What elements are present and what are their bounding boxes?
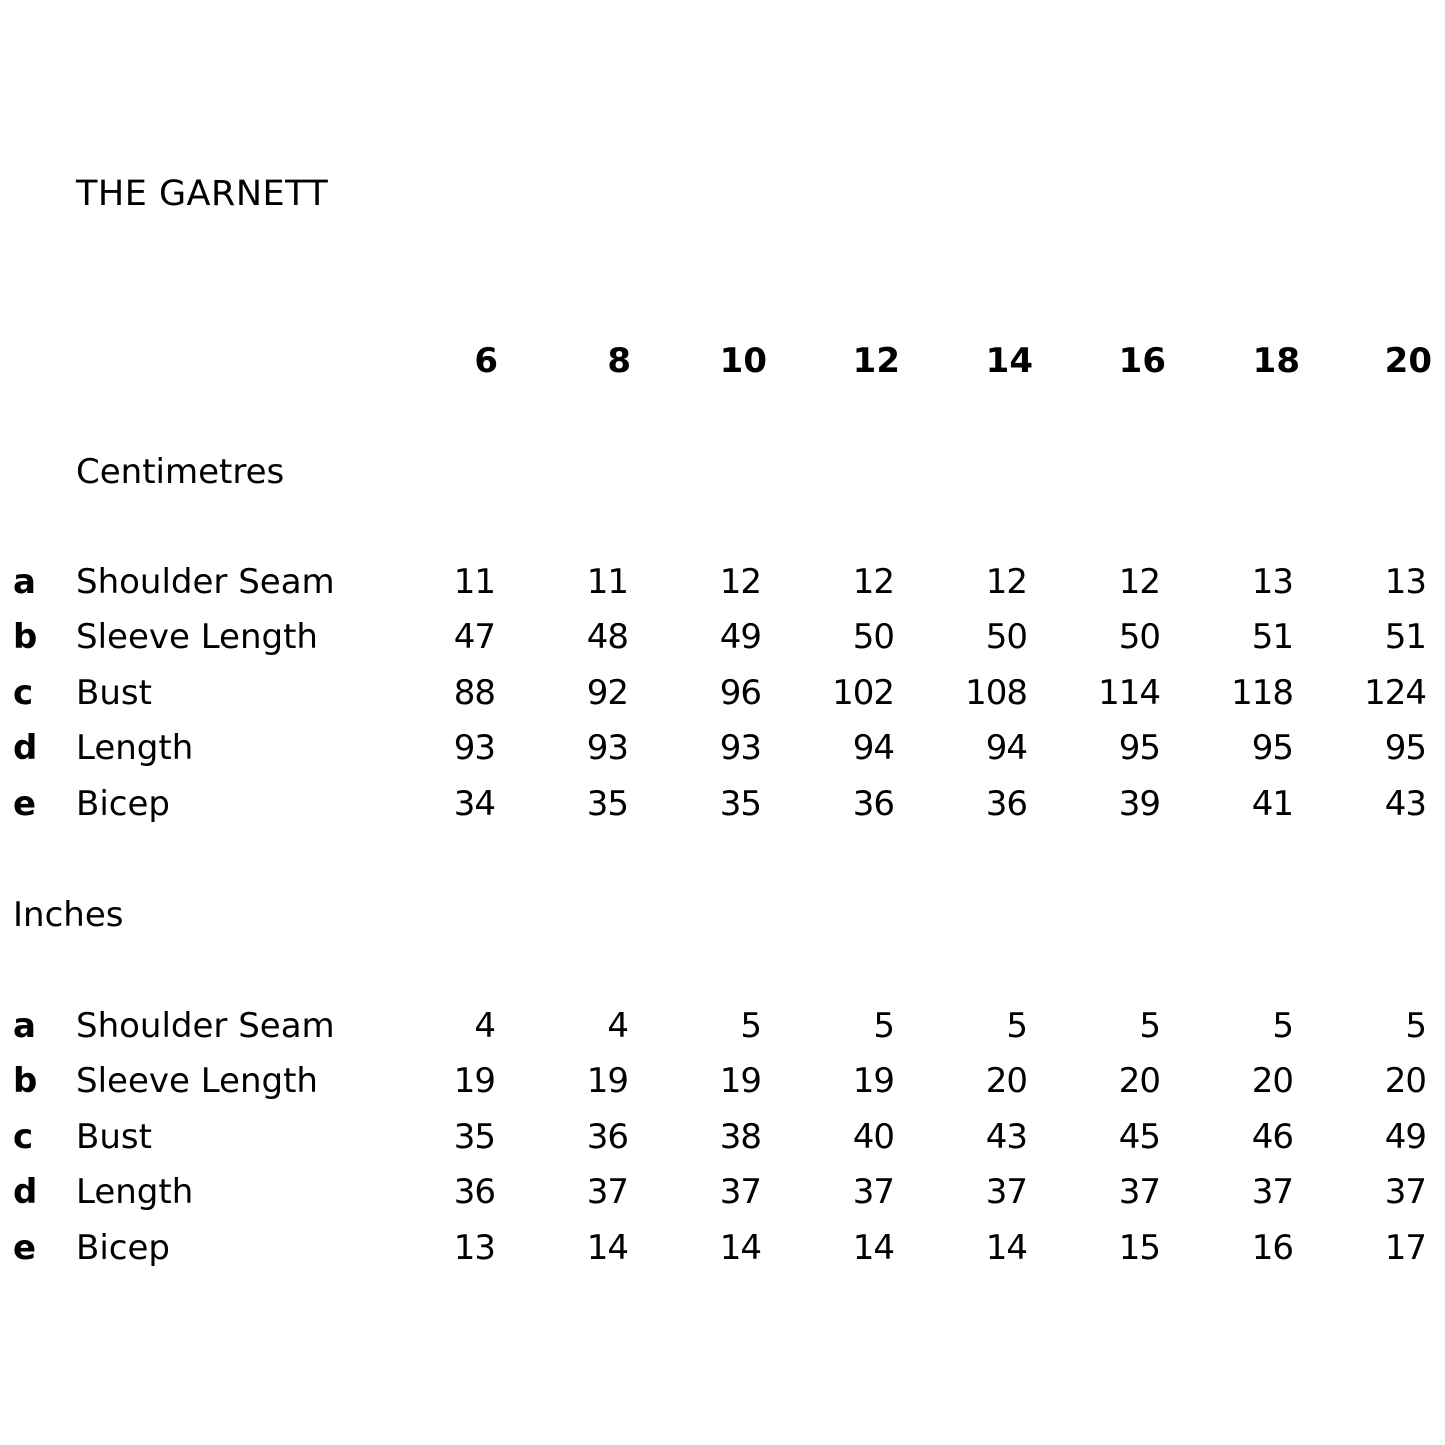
cell-value: 41 (1251, 784, 1293, 824)
cell-value: 93 (453, 728, 495, 768)
cell-value: 37 (1384, 1172, 1426, 1212)
cell-value: 51 (1251, 617, 1293, 657)
cell-value: 4 (474, 1006, 495, 1046)
row-label: Sleeve Length (76, 1061, 318, 1101)
cell-value: 40 (852, 1117, 894, 1157)
size-header: 8 (607, 341, 631, 381)
cell-value: 4 (607, 1006, 628, 1046)
cell-value: 36 (985, 784, 1027, 824)
cell-value: 92 (586, 673, 628, 713)
cell-value: 37 (1251, 1172, 1293, 1212)
table-row (0, 1166, 1445, 1218)
cell-value: 34 (453, 784, 495, 824)
cell-value: 19 (852, 1061, 894, 1101)
cell-value: 11 (453, 562, 495, 602)
centimetres-heading: Centimetres (76, 452, 285, 492)
row-letter: a (13, 562, 36, 602)
cell-value: 11 (586, 562, 628, 602)
row-letter: d (13, 728, 38, 768)
cell-value: 5 (1006, 1006, 1027, 1046)
cell-value: 5 (1139, 1006, 1160, 1046)
row-label: Bicep (76, 784, 170, 824)
size-header: 12 (852, 341, 900, 381)
inches-heading: Inches (13, 895, 124, 935)
cell-value: 37 (586, 1172, 628, 1212)
cell-value: 37 (1118, 1172, 1160, 1212)
size-header: 20 (1384, 341, 1432, 381)
cell-value: 95 (1251, 728, 1293, 768)
row-letter: b (13, 1061, 38, 1101)
row-label: Bust (76, 1117, 152, 1157)
cell-value: 50 (1118, 617, 1160, 657)
size-header: 6 (474, 341, 498, 381)
cell-value: 12 (985, 562, 1027, 602)
size-header: 14 (985, 341, 1033, 381)
row-label: Shoulder Seam (76, 1006, 335, 1046)
cell-value: 45 (1118, 1117, 1160, 1157)
cell-value: 36 (586, 1117, 628, 1157)
size-header-row (0, 336, 1445, 386)
cell-value: 94 (852, 728, 894, 768)
size-header: 10 (719, 341, 767, 381)
cell-value: 35 (586, 784, 628, 824)
cell-value: 13 (1251, 562, 1293, 602)
cell-value: 19 (586, 1061, 628, 1101)
table-row (0, 1222, 1445, 1274)
cell-value: 39 (1118, 784, 1160, 824)
cell-value: 35 (719, 784, 761, 824)
cell-value: 19 (719, 1061, 761, 1101)
cell-value: 49 (719, 617, 761, 657)
cell-value: 5 (873, 1006, 894, 1046)
cell-value: 13 (1384, 562, 1426, 602)
cell-value: 50 (985, 617, 1027, 657)
table-row (0, 667, 1445, 719)
cell-value: 37 (852, 1172, 894, 1212)
page-title: THE GARNETT (76, 174, 329, 214)
cell-value: 20 (1251, 1061, 1293, 1101)
cell-value: 15 (1118, 1228, 1160, 1268)
row-letter: e (13, 784, 37, 824)
cell-value: 95 (1384, 728, 1426, 768)
cell-value: 5 (1405, 1006, 1426, 1046)
cell-value: 20 (1118, 1061, 1160, 1101)
cell-value: 43 (1384, 784, 1426, 824)
row-letter: b (13, 617, 38, 657)
cell-value: 118 (1231, 673, 1293, 713)
cell-value: 38 (719, 1117, 761, 1157)
row-letter: e (13, 1228, 37, 1268)
cell-value: 12 (852, 562, 894, 602)
table-row (0, 778, 1445, 830)
cell-value: 124 (1364, 673, 1426, 713)
cell-value: 12 (1118, 562, 1160, 602)
cell-value: 14 (719, 1228, 761, 1268)
cell-value: 43 (985, 1117, 1027, 1157)
table-row (0, 1055, 1445, 1107)
row-label: Sleeve Length (76, 617, 318, 657)
cell-value: 16 (1251, 1228, 1293, 1268)
table-row (0, 1000, 1445, 1052)
row-letter: c (13, 673, 34, 713)
cell-value: 5 (740, 1006, 761, 1046)
cell-value: 48 (586, 617, 628, 657)
cell-value: 19 (453, 1061, 495, 1101)
cell-value: 35 (453, 1117, 495, 1157)
row-label: Bust (76, 673, 152, 713)
size-header: 18 (1252, 341, 1300, 381)
cell-value: 17 (1384, 1228, 1426, 1268)
cell-value: 50 (852, 617, 894, 657)
cell-value: 94 (985, 728, 1027, 768)
cell-value: 36 (453, 1172, 495, 1212)
cell-value: 20 (985, 1061, 1027, 1101)
cell-value: 102 (832, 673, 894, 713)
cell-value: 14 (985, 1228, 1027, 1268)
cell-value: 14 (852, 1228, 894, 1268)
cell-value: 12 (719, 562, 761, 602)
cell-value: 37 (719, 1172, 761, 1212)
row-letter: a (13, 1006, 36, 1046)
cell-value: 114 (1098, 673, 1160, 713)
cell-value: 14 (586, 1228, 628, 1268)
table-row (0, 611, 1445, 663)
cell-value: 5 (1272, 1006, 1293, 1046)
row-label: Length (76, 728, 194, 768)
table-row (0, 556, 1445, 608)
size-header: 16 (1118, 341, 1166, 381)
cell-value: 95 (1118, 728, 1160, 768)
cell-value: 93 (719, 728, 761, 768)
cell-value: 13 (453, 1228, 495, 1268)
cell-value: 96 (719, 673, 761, 713)
row-letter: c (13, 1117, 34, 1157)
cell-value: 88 (453, 673, 495, 713)
cell-value: 20 (1384, 1061, 1426, 1101)
cell-value: 49 (1384, 1117, 1426, 1157)
row-label: Length (76, 1172, 194, 1212)
table-row (0, 722, 1445, 774)
row-label: Shoulder Seam (76, 562, 335, 602)
cell-value: 93 (586, 728, 628, 768)
cell-value: 46 (1251, 1117, 1293, 1157)
cell-value: 36 (852, 784, 894, 824)
row-label: Bicep (76, 1228, 170, 1268)
cell-value: 51 (1384, 617, 1426, 657)
table-row (0, 1111, 1445, 1163)
cell-value: 47 (453, 617, 495, 657)
cell-value: 37 (985, 1172, 1027, 1212)
cell-value: 108 (965, 673, 1027, 713)
row-letter: d (13, 1172, 38, 1212)
